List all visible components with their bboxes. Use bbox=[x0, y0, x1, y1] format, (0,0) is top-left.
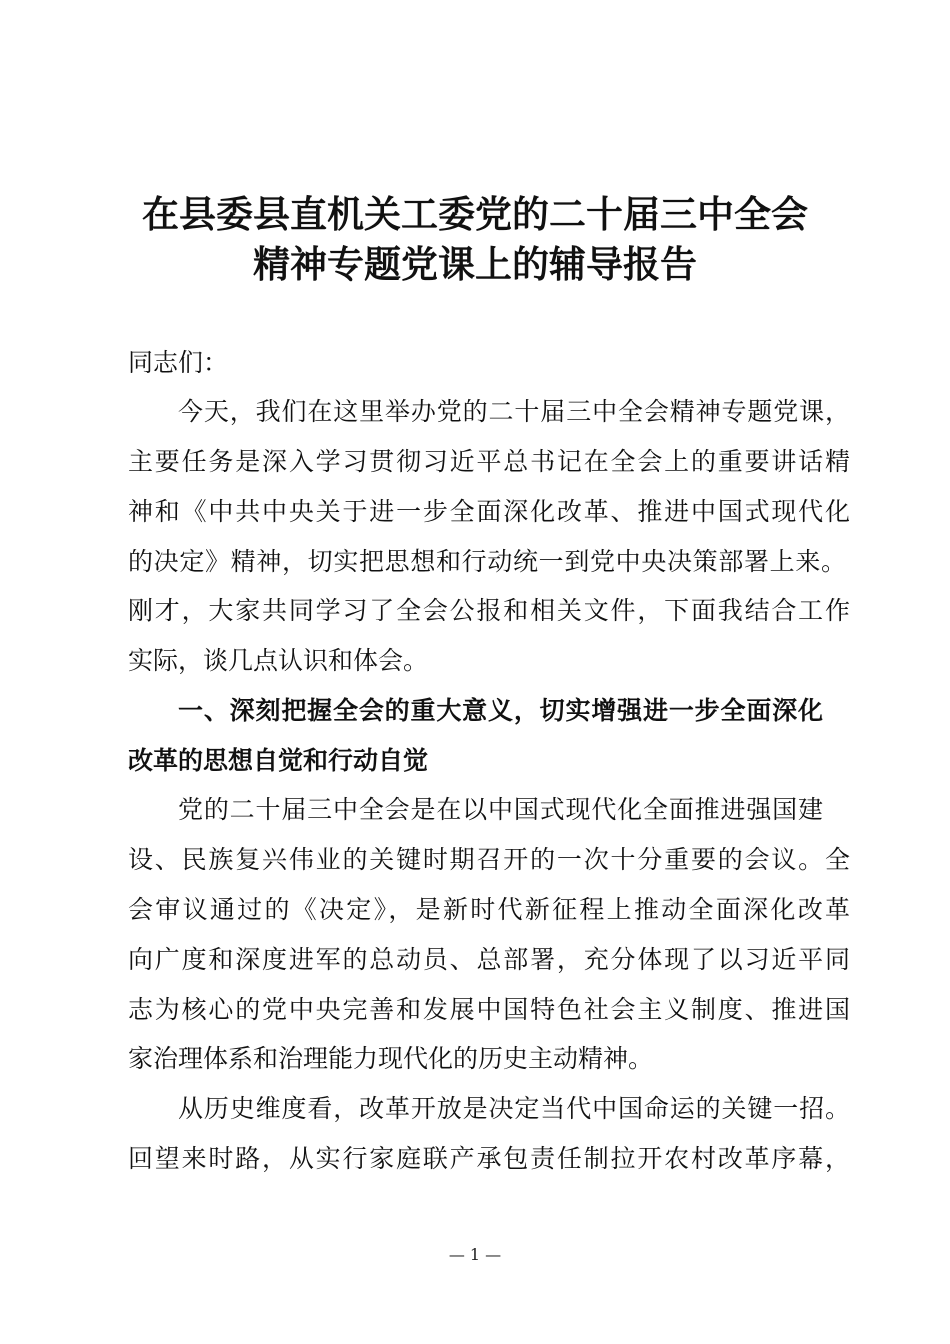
body-line: 志为核心的党中央完善和发展中国特色社会主义制度、推进国 bbox=[128, 995, 850, 1024]
body-line: 会审议通过的《决定》，是新时代新征程上推动全面深化改革 bbox=[128, 895, 850, 924]
body-line: 向广度和深度进军的总动员、总部署，充分体现了以习近平同 bbox=[128, 945, 850, 974]
section-heading: 一、深刻把握全会的重大意义，切实增强进一步全面深化 bbox=[178, 696, 823, 725]
body-line: 家治理体系和治理能力现代化的历史主动精神。 bbox=[128, 1044, 654, 1073]
body-line: 实际，谈几点认识和体会。 bbox=[128, 646, 429, 675]
body-line: 回望来时路，从实行家庭联产承包责任制拉开农村改革序幕， bbox=[128, 1144, 850, 1173]
body-line: 党的二十届三中全会是在以中国式现代化全面推进强国建 bbox=[178, 795, 823, 824]
salutation: 同志们： bbox=[128, 348, 229, 377]
document-title-line-2: 精神专题党课上的辅导报告 bbox=[253, 242, 697, 286]
page-number: — 1 — bbox=[448, 1245, 502, 1264]
body-line: 的决定》精神，切实把思想和行动统一到党中央决策部署上来。 bbox=[128, 547, 846, 576]
body-line: 今天，我们在这里举办党的二十届三中全会精神专题党课， bbox=[178, 397, 850, 426]
document-title-line-1: 在县委县直机关工委党的二十届三中全会 bbox=[142, 192, 808, 236]
body-line: 设、民族复兴伟业的关键时期召开的一次十分重要的会议。全 bbox=[128, 845, 850, 874]
body-line: 从历史维度看，改革开放是决定当代中国命运的关键一招。 bbox=[178, 1094, 850, 1123]
section-heading-cont: 改革的思想自觉和行动自觉 bbox=[128, 746, 429, 775]
body-line: 神和《中共中央关于进一步全面深化改革、推进中国式现代化 bbox=[128, 497, 850, 526]
body-line: 主要任务是深入学习贯彻习近平总书记在全会上的重要讲话精 bbox=[128, 447, 850, 476]
body-line: 刚才，大家共同学习了全会公报和相关文件，下面我结合工作 bbox=[128, 596, 850, 625]
